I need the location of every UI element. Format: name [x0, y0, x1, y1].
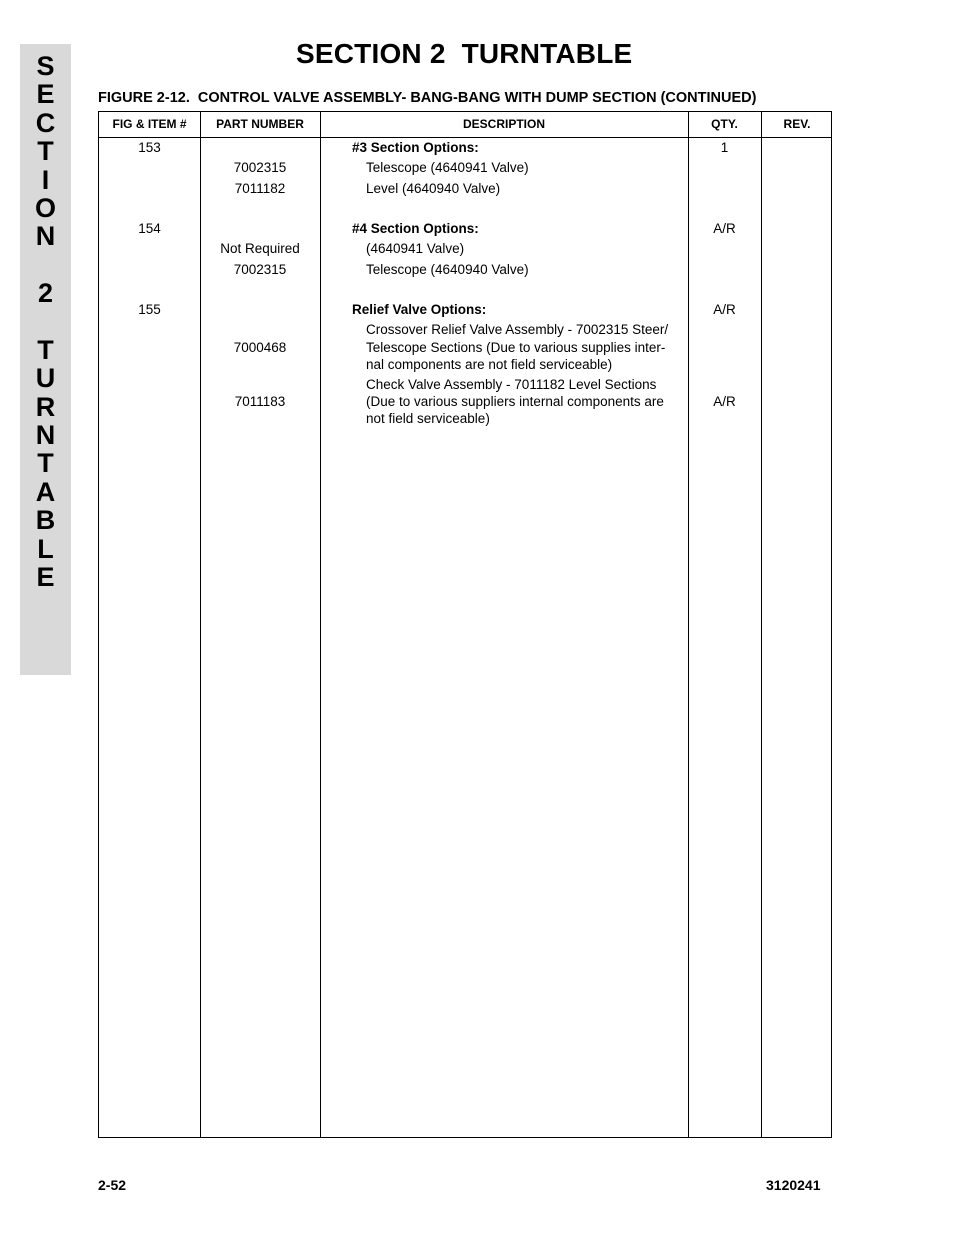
parts-table — [98, 111, 832, 1138]
figure-title: FIGURE 2-12. CONTROL VALVE ASSEMBLY- BANG-BANG WITH DUMP SECTION (CONTINUED) — [98, 90, 757, 106]
quantity: A/R — [713, 394, 736, 409]
description: Telescope (4640941 Valve) — [366, 160, 529, 175]
part-number: 7002315 — [233, 160, 287, 175]
description: (4640941 Valve) — [366, 241, 465, 256]
section-title: SECTION 2 TURNTABLE — [296, 38, 633, 69]
side-tab-letter: U — [35, 363, 56, 394]
description-heading: Relief Valve Options: — [352, 302, 487, 317]
side-tab-letter: E — [36, 79, 55, 110]
side-tab-letter: E — [36, 562, 55, 593]
description-heading: #4 Section Options: — [352, 221, 479, 236]
item-number: 153 — [138, 140, 161, 155]
header-rev: REV. — [783, 117, 811, 131]
side-tab-letter: N — [35, 221, 56, 252]
side-tab-letter: O — [34, 192, 56, 223]
side-tab-letter: R — [35, 391, 56, 422]
description-line: Telescope Sections (Due to various supplies inter- — [366, 340, 666, 355]
item-number: 155 — [138, 302, 161, 317]
side-tab-letter: A — [35, 476, 56, 507]
quantity: A/R — [713, 221, 736, 236]
description-line: nal components are not field serviceable) — [366, 357, 613, 372]
page-number: 2-52 — [98, 1177, 127, 1193]
section-side-tab — [20, 44, 71, 675]
side-tab-letter: I — [41, 164, 50, 195]
part-number: 7002315 — [233, 262, 287, 277]
header-description: DESCRIPTION — [462, 117, 545, 131]
description-heading: #3 Section Options: — [352, 140, 479, 155]
description-line: not field serviceable) — [366, 411, 490, 426]
header-divider — [99, 137, 831, 138]
description: Level (4640940 Valve) — [366, 181, 501, 196]
description-line: Crossover Relief Valve Assembly - 7002315 Steer/ — [366, 322, 669, 337]
part-number: 7011182 — [234, 181, 286, 196]
column-divider — [761, 112, 762, 1137]
quantity: 1 — [720, 140, 729, 155]
description: Telescope (4640940 Valve) — [366, 262, 529, 277]
side-tab-letter: L — [37, 533, 54, 564]
part-number: 7000468 — [233, 340, 287, 355]
part-number: 7011183 — [234, 394, 286, 409]
side-tab-letter: N — [35, 420, 56, 451]
document-number: 3120241 — [766, 1177, 821, 1193]
item-number: 154 — [138, 221, 161, 236]
header-qty: QTY. — [711, 117, 738, 131]
side-tab-letter: S — [36, 51, 55, 81]
side-tab-letter: T — [37, 448, 54, 479]
side-tab-letter: B — [35, 505, 56, 536]
part-number: Not Required — [220, 241, 300, 256]
description-line: (Due to various suppliers internal components are — [366, 394, 664, 409]
side-tab-letter: T — [37, 136, 54, 167]
quantity: A/R — [713, 302, 736, 317]
column-divider — [688, 112, 689, 1137]
side-tab-letter: 2 — [37, 278, 54, 309]
side-tab-letters — [20, 52, 71, 591]
column-divider — [320, 112, 321, 1137]
side-tab-letter: T — [37, 334, 54, 365]
side-tab-letter: C — [35, 107, 56, 138]
header-item: FIG & ITEM # — [112, 117, 187, 131]
header-part-number: PART NUMBER — [216, 117, 304, 131]
description-line: Check Valve Assembly - 7011182 Level Sections — [366, 377, 657, 392]
